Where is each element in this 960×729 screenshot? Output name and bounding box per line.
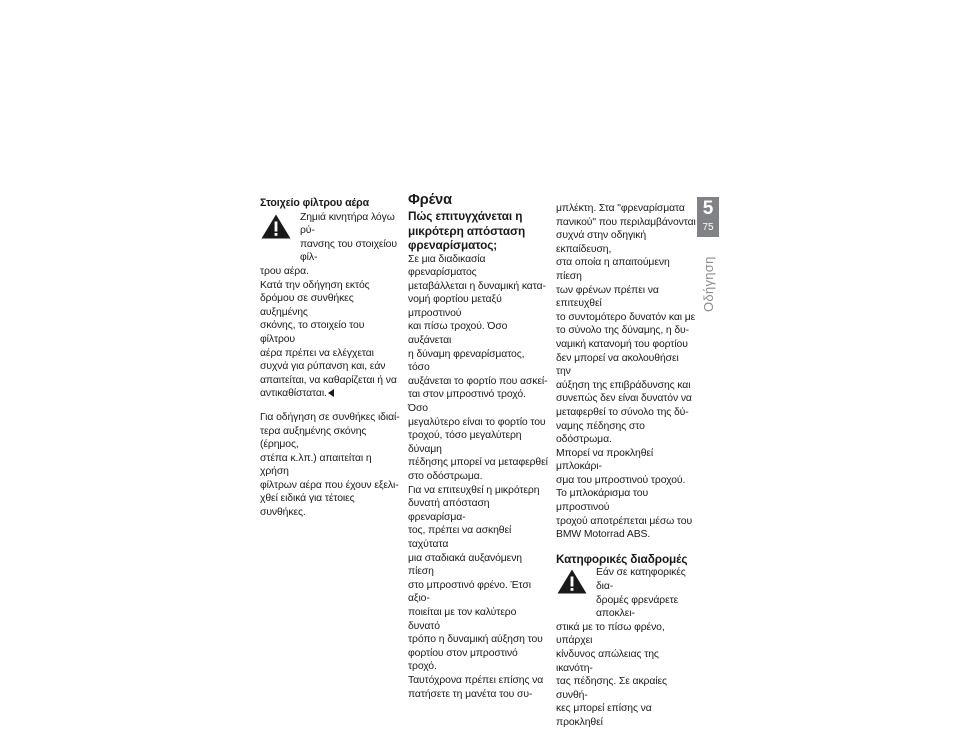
text-line: κίνδυνος απώλειας της ικανότη- bbox=[556, 648, 659, 674]
text-line-end bbox=[260, 387, 400, 401]
chapter-title-brakes: Φρένα bbox=[408, 192, 452, 208]
text-line: πέδησης μπορεί να μεταφερθεί bbox=[408, 457, 548, 469]
text-line: μια σταδιακά αυξανόμενη πίεση bbox=[408, 552, 522, 578]
text-line: αύξηση της επιβράδυνσης και bbox=[556, 379, 691, 391]
text-line: χθεί ειδικά για τέτοιες συνθήκες. bbox=[260, 493, 355, 519]
text-line: μπλέκτη. Στα "φρεναρίσματα bbox=[556, 203, 685, 214]
text-line: τρόπο η δυναμική αύξηση του bbox=[408, 634, 543, 646]
question-heading-line: Πώς επιτυγχάνεται η bbox=[408, 209, 523, 223]
text-line: Σε μια διαδικασία φρεναρίσματος bbox=[408, 253, 486, 279]
section-side-label: Οδήγηση bbox=[701, 256, 716, 312]
question-heading-line: μικρότερη απόσταση bbox=[408, 223, 526, 238]
text-line: στέπα κ.λπ.) απαιτείται η χρήση bbox=[260, 452, 372, 478]
text-line: η δύναμη φρεναρίσματος, τόσο bbox=[408, 348, 525, 374]
text-line: το συντομότερο δυνατόν και με bbox=[556, 311, 696, 323]
text-line: BMW Motorrad ABS. bbox=[556, 529, 651, 541]
text-line: τροχού αποτρέπεται μέσω του bbox=[556, 515, 693, 527]
text-line: νομή φορτίου μεταξύ μπροστινού bbox=[408, 294, 502, 319]
text-line: τος, πρέπει να ασκηθεί ταχύτατα bbox=[408, 525, 512, 550]
chapter-tab bbox=[697, 197, 719, 237]
text-line: τας πέδησης. Σε ακραίες συνθή- bbox=[556, 676, 667, 701]
text-line: πανσης του στοιχείου φίλ- bbox=[300, 238, 397, 264]
text-line: ναμική κατανομή του φορτίου bbox=[556, 338, 688, 350]
text-line: Εάν σε κατηφορικές δια- bbox=[596, 567, 686, 592]
text-line: δυνατή απόσταση φρεναρίσμα- bbox=[408, 498, 490, 523]
warning-block-downhill bbox=[556, 566, 696, 620]
text-line: τροχού, τόσο μεγαλύτερη δύναμη bbox=[408, 430, 522, 455]
paragraph-gap bbox=[556, 542, 696, 552]
text-line: αυξάνεται το φορτίο που ασκεί- bbox=[408, 375, 548, 387]
text-line: συνεπώς δεν είναι δυνατόν να bbox=[556, 393, 692, 405]
text-line: δεν μπορεί να ακολουθήσει την bbox=[556, 352, 679, 378]
text-line: μεταβάλλεται η δυναμική κατα- bbox=[408, 280, 546, 292]
warning-triangle-icon bbox=[260, 213, 292, 240]
text-line: φορτίου στον μπροστινό τροχό. bbox=[408, 647, 518, 673]
text-line: φίλτρων αέρα που έχουν εξελι- bbox=[260, 479, 399, 491]
text-line: τρου αέρα. bbox=[260, 265, 309, 277]
end-of-section-marker-icon bbox=[328, 389, 334, 397]
text-line: και πίσω τροχού. Όσο αυξάνεται bbox=[408, 321, 508, 347]
text-line: πατήσετε τη μανέτα του συ- bbox=[408, 688, 533, 700]
text-line: μεγαλύτερο είναι το φορτίο του bbox=[408, 416, 546, 428]
question-heading-line: φρεναρίσματος; bbox=[408, 238, 498, 252]
text-line: δρόμου σε συνθήκες αυξημένης bbox=[260, 293, 354, 318]
text-line: ται στον μπροστινό τροχό. Όσο bbox=[408, 389, 526, 415]
text-line: σμα του μπροστινού τροχού. bbox=[556, 474, 686, 486]
text-line: το σύνολο της δύναμης, η δυ- bbox=[556, 325, 689, 337]
text-line: στο οδόστρωμα. bbox=[408, 471, 483, 482]
text-line: τερα αυξημένης σκόνης (έρημος, bbox=[260, 425, 367, 451]
text-line: Για να επιτευχθεί η μικρότερη bbox=[408, 484, 540, 496]
text-line: στο μπροστινό φρένο. Έτσι αξιο- bbox=[408, 579, 531, 605]
text-line: Για οδήγηση σε συνθήκες ιδιαί- bbox=[260, 411, 400, 423]
text-line: αντικαθίσταται. bbox=[260, 388, 327, 400]
text-line: απαιτείται, να καθαρίζεται ή να bbox=[260, 374, 397, 386]
text-line: Κατά την οδήγηση εκτός bbox=[260, 279, 370, 291]
column-right bbox=[556, 202, 696, 729]
text-line: στα οποία η απαιτούμενη πίεση bbox=[556, 257, 670, 282]
text-line: Ταυτόχρονα πρέπει επίσης να bbox=[408, 674, 544, 686]
section-heading-air-filter: Στοιχείο φίλτρου αέρα bbox=[260, 197, 370, 209]
chapter-number: 5 bbox=[702, 198, 714, 219]
page-number: 75 bbox=[702, 222, 714, 233]
paragraph-gap bbox=[260, 401, 400, 411]
warning-block-air-filter bbox=[260, 211, 400, 265]
text-line: συχνά στην οδηγική εκπαίδευση, bbox=[556, 230, 647, 255]
section-heading-downhill: Κατηφορικές διαδρομές bbox=[556, 551, 688, 566]
warning-triangle-icon bbox=[556, 568, 588, 595]
text-line: αέρα πρέπει να ελέγχεται bbox=[260, 347, 374, 359]
text-line: πανικού" που περιλαμβάνονται bbox=[556, 216, 696, 228]
text-line: δρομές φρενάρετε αποκλει- bbox=[596, 594, 679, 620]
text-line: μεταφερθεί το σύνολο της δύ- bbox=[556, 406, 689, 418]
column-middle bbox=[408, 192, 548, 701]
text-line: ναμης πέδησης στο οδόστρωμα. bbox=[556, 420, 645, 446]
text-line: Μπορεί να προκληθεί μπλοκάρι- bbox=[556, 447, 654, 473]
text-line: στικά με το πίσω φρένο, υπάρχει bbox=[556, 621, 665, 647]
text-line: κες μπορεί επίσης να προκληθεί bbox=[556, 703, 652, 728]
text-line: Ζημιά κινητήρα λόγω ρύ- bbox=[300, 211, 395, 237]
text-line: ποιείται με τον καλύτερο δυνατό bbox=[408, 606, 517, 632]
column-left bbox=[260, 197, 400, 520]
text-line: των φρένων πρέπει να επιτευχθεί bbox=[556, 284, 659, 310]
text-line: συχνά για ρύπανση και, εάν bbox=[260, 361, 386, 373]
text-line: Το μπλοκάρισμα του μπροστινού bbox=[556, 488, 649, 514]
text-line: σκόνης, το στοιχείο του φίλτρου bbox=[260, 320, 365, 345]
